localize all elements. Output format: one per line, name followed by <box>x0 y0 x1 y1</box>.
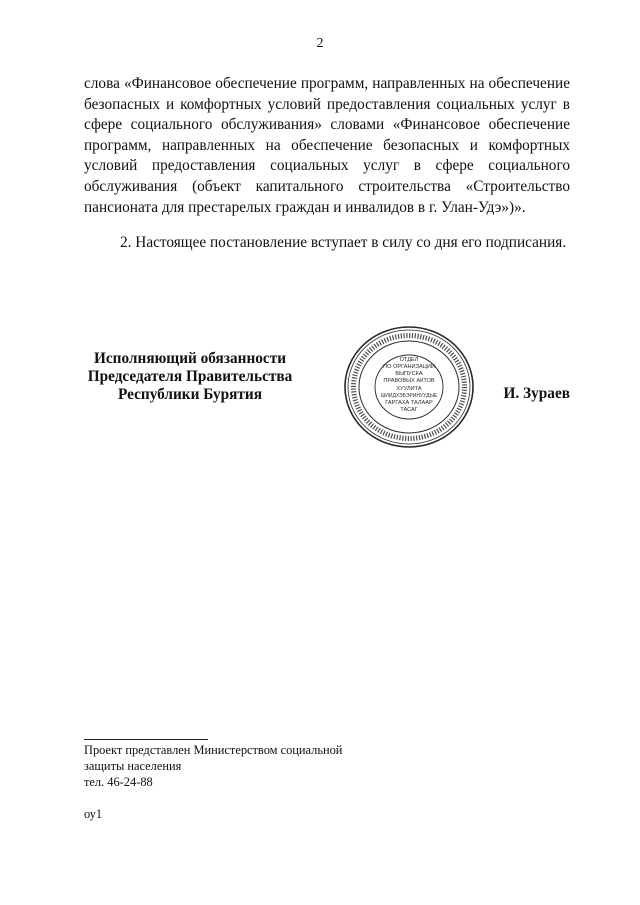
seal-center-line: ШИИДХЭБЭРИНУУДЫЕ <box>380 393 438 399</box>
seal-center-line: ОТДЕЛ <box>399 357 419 363</box>
seal-center-line: ХУУЛИТА <box>396 386 422 392</box>
signatory-title <box>70 350 310 404</box>
signatory-name: И. Зураев <box>503 385 570 402</box>
footnote-line: защиты населения <box>84 759 182 773</box>
footnote <box>84 742 384 790</box>
footnote-line: Проект представлен Министерством социальной <box>84 743 343 757</box>
signatory-title-line: Республики Бурятия <box>117 386 263 403</box>
official-seal-icon <box>343 325 475 449</box>
signatory-title-line: Исполняющий обязанности <box>93 350 287 367</box>
page-number: 2 <box>316 36 324 51</box>
document-code: оу1 <box>84 807 103 821</box>
seal-center-line: ТАСАГ <box>400 407 418 413</box>
seal-center-line: ГАРГАХА ТАЛААР <box>385 400 433 406</box>
footnote-divider <box>84 739 208 740</box>
seal-center-line: ПРАВОВЫХ АКТОВ <box>383 378 435 384</box>
signatory-title-line: Председателя Правительства <box>87 368 293 385</box>
seal-center-line: ВЫПУСКА <box>395 371 423 377</box>
seal-center-line: ПО ОРГАНИЗАЦИИ <box>383 364 435 370</box>
footnote-line: тел. 46-24-88 <box>84 775 153 789</box>
body-paragraph-2: 2. Настоящее постановление вступает в силу со дня его подписания. <box>120 234 567 251</box>
body-paragraph-1: слова «Финансовое обеспечение программ, направленных на обеспечение безопасных и комфортных условий предоставления социальных услуг в сфере социального обслуживания» словами «Финансовое обеспечение программ, направленных на обеспечение безопасных и комфортных условий предоставления социальных услуг в сфере социального обслуживания (объект капитального строительства «Строительство пансионата для престарелых граждан и инвалидов в г. Улан-Удэ»)». <box>84 75 570 216</box>
